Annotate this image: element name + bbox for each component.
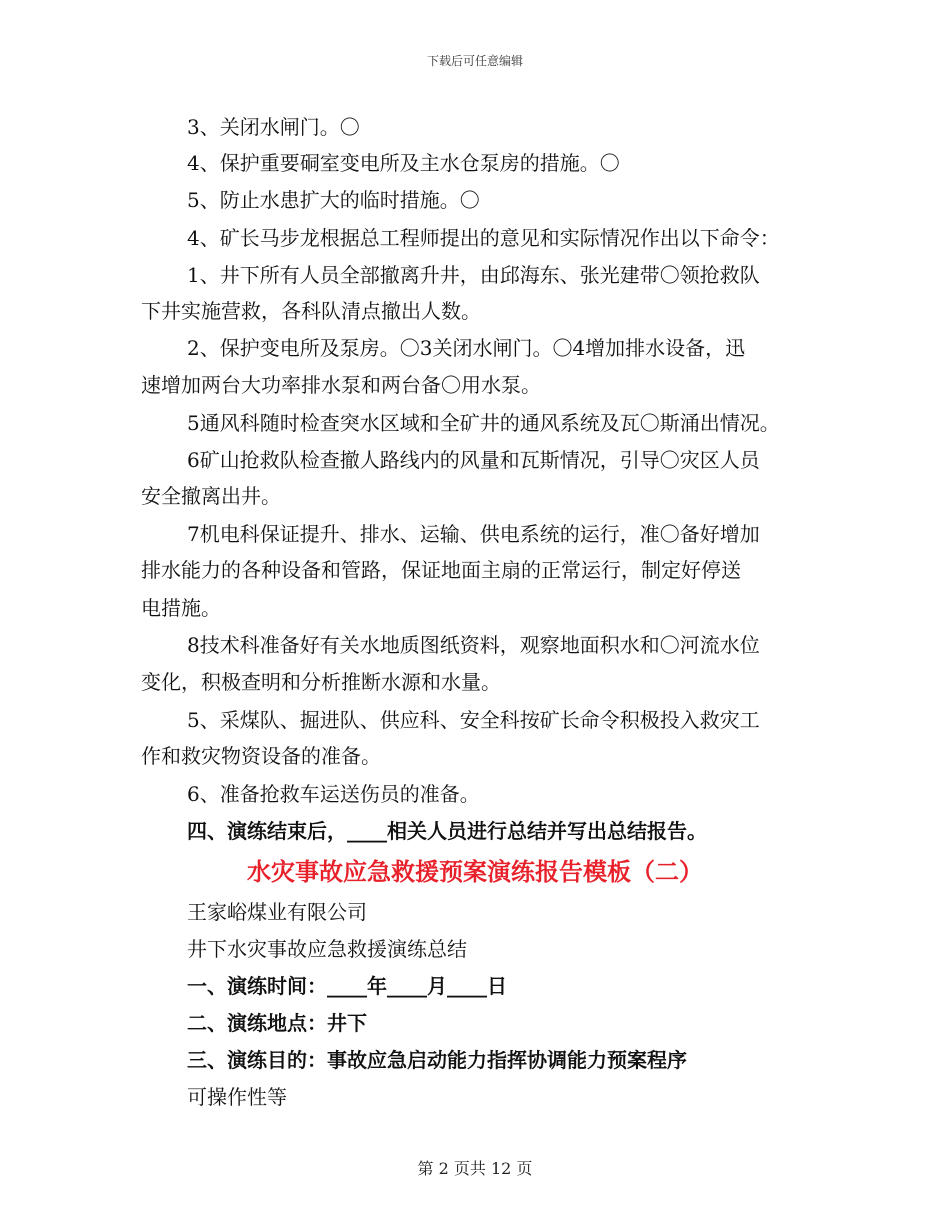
drill-purpose: 三、演练目的：事故应急启动能力指挥协调能力预案程序 [187, 1048, 687, 1072]
text-line: 速增加两台大功率排水泵和两台备〇用水泵。 [141, 373, 541, 397]
text-line: 5、防止水患扩大的临时措施。〇 [187, 188, 480, 212]
drill-time: 一、演练时间：____年____月____日 [187, 974, 507, 998]
text-line: 8技术科准备好有关水地质图纸资料，观察地面积水和〇河流水位 [187, 633, 760, 657]
text-line: 下井实施营救，各科队清点撤出人数。 [141, 299, 481, 323]
text-line: 5通风科随时检查突水区域和全矿井的通风系统及瓦〇斯涌出情况。 [187, 411, 780, 435]
subtitle: 井下水灾事故应急救援演练总结 [187, 937, 467, 961]
page-header: 下载后可任意编辑 [426, 54, 523, 68]
text-line: 5、采煤队、掘进队、供应科、安全科按矿长命令积极投入救灾工 [187, 708, 760, 732]
text-line: 4、矿长马步龙根据总工程师提出的意见和实际情况作出以下命令： [187, 226, 780, 250]
company-name: 王家峪煤业有限公司 [187, 900, 367, 924]
text-line: 变化，积极查明和分析推断水源和水量。 [141, 670, 501, 694]
text-line: 3、关闭水闸门。〇 [187, 115, 360, 139]
text-line: 6矿山抢救队检查撤人路线内的风量和瓦斯情况，引导〇灾区人员 [187, 448, 760, 472]
section-heading: 四、演练结束后，____相关人员进行总结并写出总结报告。 [187, 819, 707, 843]
drill-location: 二、演练地点：井下 [187, 1011, 367, 1035]
page-footer: 第 2 页共 12 页 [417, 1159, 533, 1178]
text-line: 安全撤离出井。 [141, 484, 281, 508]
text-line: 7机电科保证提升、排水、运输、供电系统的运行，准〇备好增加 [187, 522, 760, 546]
drill-purpose-cont: 可操作性等 [187, 1085, 287, 1109]
text-line: 1、井下所有人员全部撤离升井，由邱海东、张光建带〇领抢救队 [187, 263, 760, 287]
text-line: 作和救灾物资设备的准备。 [141, 744, 381, 768]
text-line: 6、准备抢救车运送伤员的准备。 [187, 782, 480, 806]
text-line: 电措施。 [141, 596, 221, 620]
text-line: 排水能力的各种设备和管路，保证地面主扇的正常运行，制定好停送 [141, 558, 741, 582]
text-line: 4、保护重要硐室变电所及主水仓泵房的措施。〇 [187, 151, 620, 175]
document-title: 水灾事故应急救援预案演练报告模板（二） [247, 857, 703, 886]
text-line: 2、保护变电所及泵房。〇3关闭水闸门。〇4增加排水设备，迅 [187, 336, 746, 360]
